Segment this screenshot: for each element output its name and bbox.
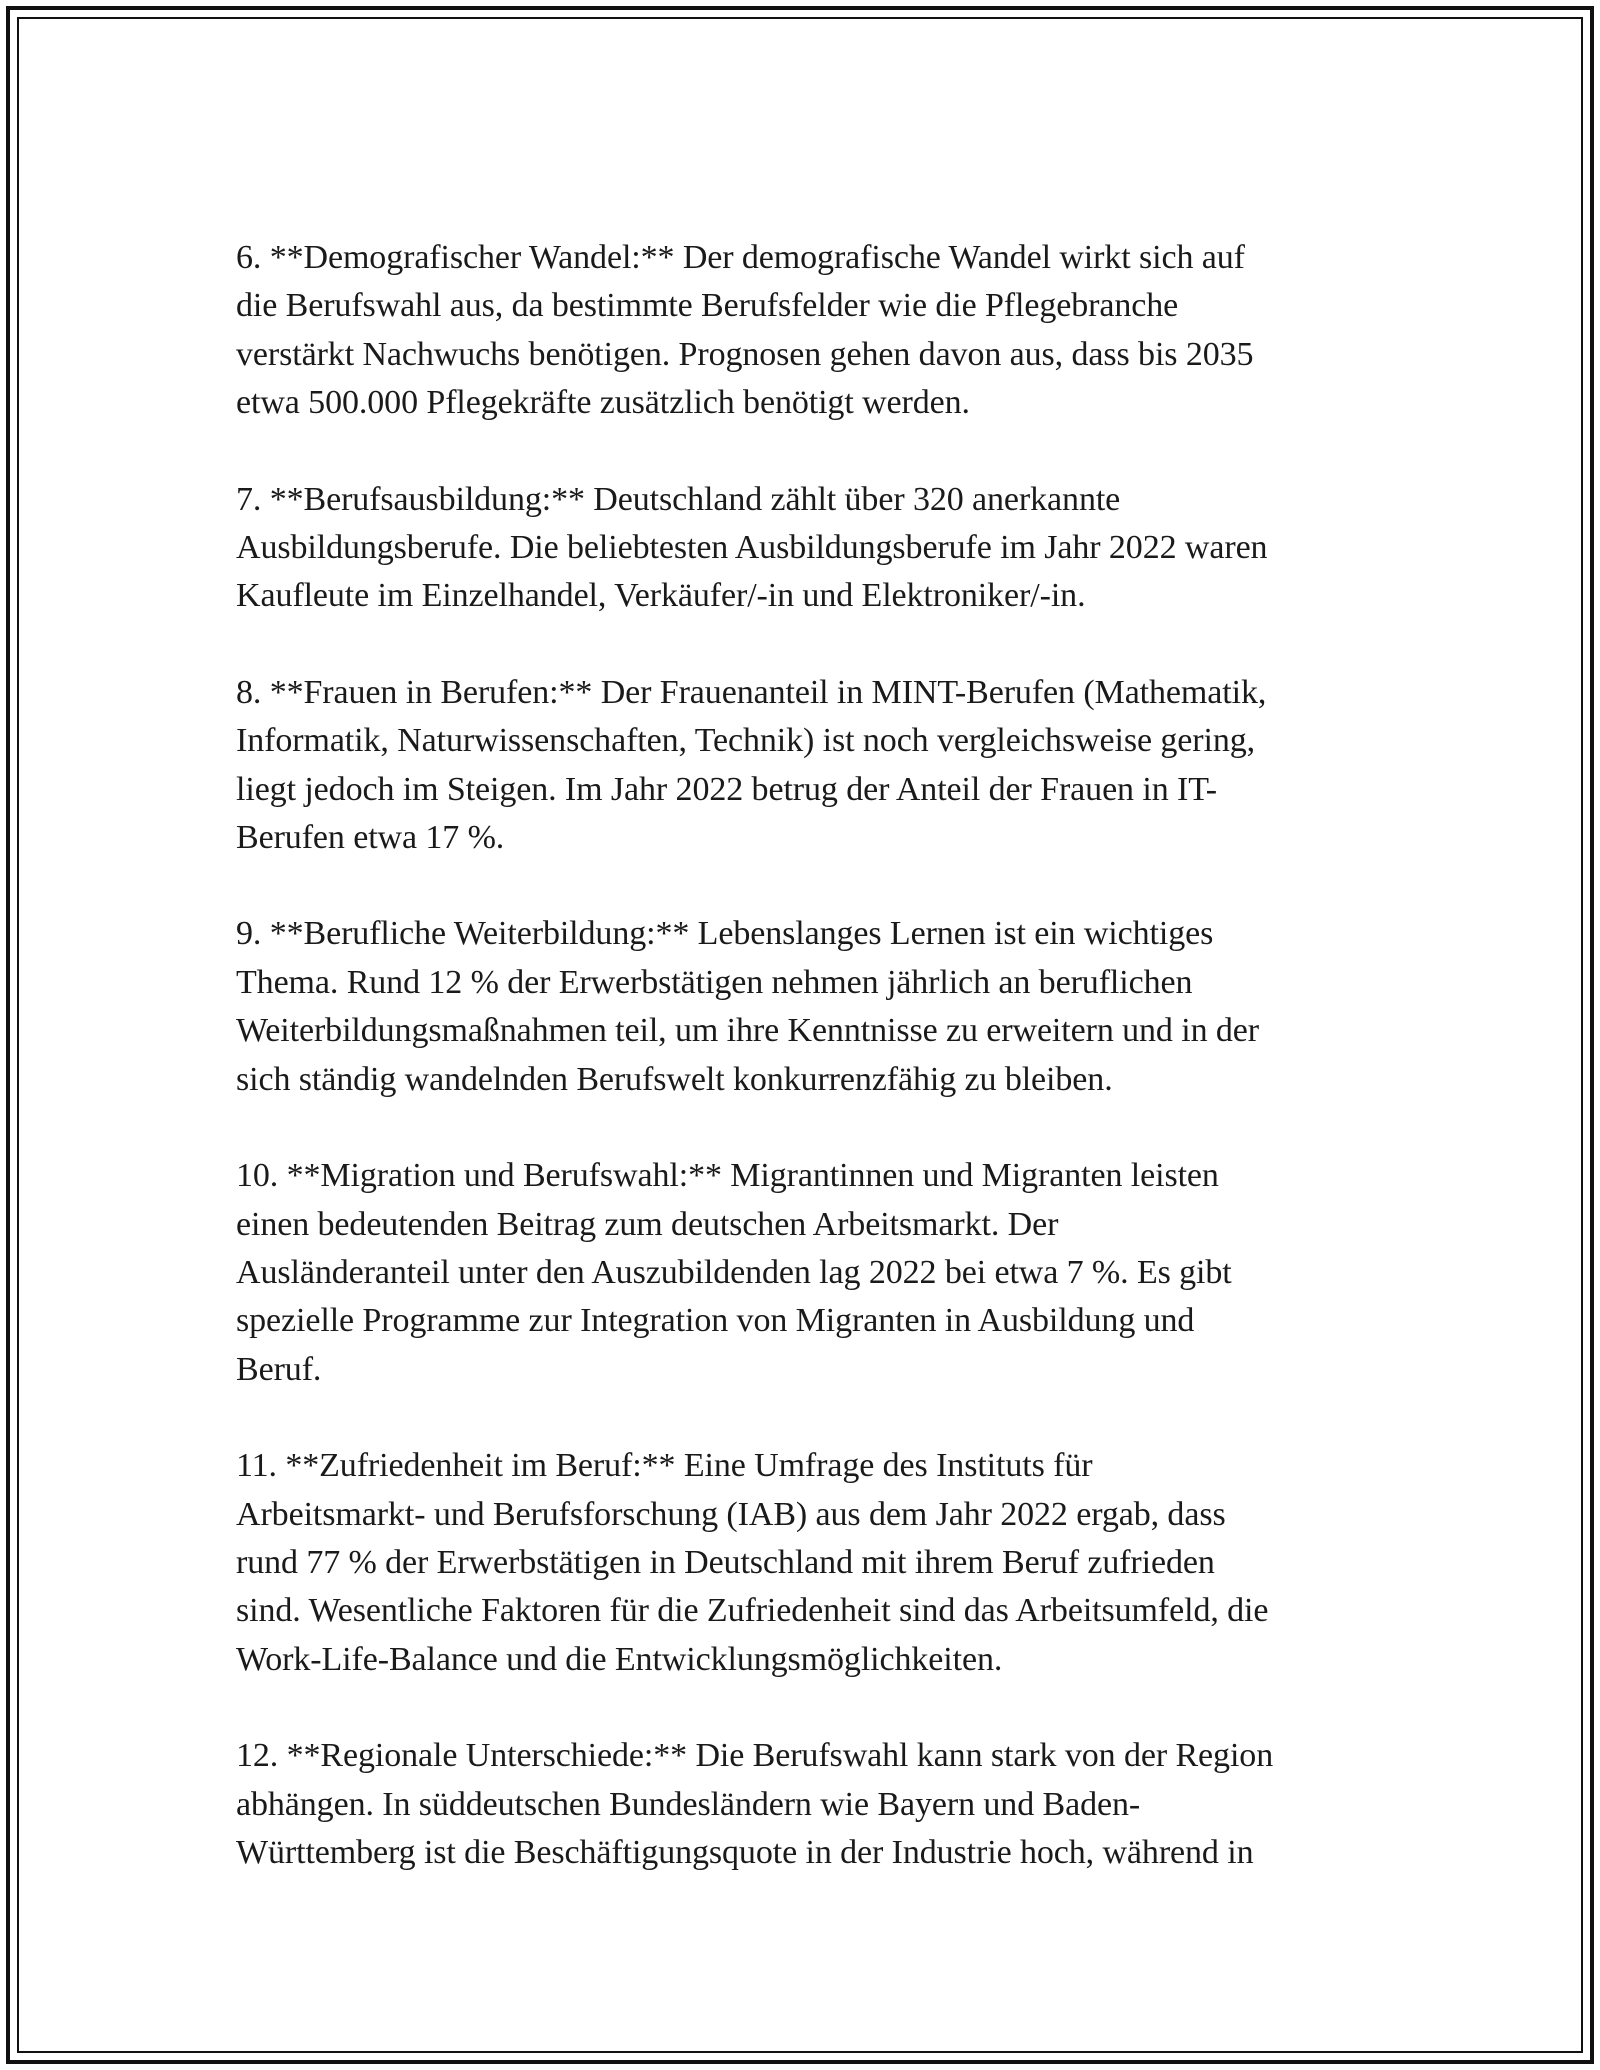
text-line: 12. **Regionale Unterschiede:** Die Berufswahl kann stark von der Region bbox=[236, 1737, 1274, 1775]
text-line: 11. **Zufriedenheit im Beruf:** Eine Umfrage des Instituts für bbox=[236, 1447, 1093, 1485]
text-line: einen bedeutenden Beitrag zum deutschen Arbeitsmarkt. Der bbox=[236, 1205, 1059, 1243]
paragraph-item bbox=[236, 1442, 1386, 1684]
text-line: Ausbildungsberufe. Die beliebtesten Ausbildungsberufe im Jahr 2022 waren bbox=[236, 529, 1268, 567]
paragraph-item bbox=[236, 669, 1386, 863]
paragraph-item bbox=[236, 910, 1386, 1104]
text-line: Ausländeranteil unter den Auszubildenden lag 2022 bei etwa 7 %. Es gibt bbox=[236, 1253, 1232, 1291]
paragraph-item bbox=[236, 1152, 1386, 1394]
text-line: Arbeitsmarkt- und Berufsforschung (IAB) aus dem Jahr 2022 ergab, dass bbox=[236, 1495, 1226, 1533]
text-line: etwa 500.000 Pflegekräfte zusätzlich benötigt werden. bbox=[236, 384, 970, 422]
text-line: die Berufswahl aus, da bestimmte Berufsfelder wie die Pflegebranche bbox=[236, 287, 1179, 325]
text-line: Thema. Rund 12 % der Erwerbstätigen nehmen jährlich an beruflichen bbox=[236, 963, 1193, 1001]
text-line: verstärkt Nachwuchs benötigen. Prognosen gehen davon aus, dass bis 2035 bbox=[236, 335, 1254, 373]
text-line: spezielle Programme zur Integration von Migranten in Ausbildung und bbox=[236, 1302, 1195, 1340]
paragraph-item bbox=[236, 234, 1386, 428]
text-line: Weiterbildungsmaßnahmen teil, um ihre Kenntnisse zu erweitern und in der bbox=[236, 1012, 1259, 1050]
text-line: liegt jedoch im Steigen. Im Jahr 2022 betrug der Anteil der Frauen in IT- bbox=[236, 770, 1217, 808]
text-line: 6. **Demografischer Wandel:** Der demografische Wandel wirkt sich auf bbox=[236, 239, 1245, 276]
paragraph-item bbox=[236, 1732, 1386, 1877]
text-line: Informatik, Naturwissenschaften, Technik) ist noch vergleichsweise gering, bbox=[236, 722, 1256, 760]
document-body bbox=[236, 234, 1386, 1925]
text-line: Württemberg ist die Beschäftigungsquote in der Industrie hoch, während in bbox=[236, 1833, 1254, 1871]
text-line: 8. **Frauen in Berufen:** Der Frauenanteil in MINT-Berufen (Mathematik, bbox=[236, 673, 1267, 711]
text-line: Berufen etwa 17 %. bbox=[236, 819, 505, 857]
text-line: Kaufleute im Einzelhandel, Verkäufer/-in und Elektroniker/-in. bbox=[236, 577, 1086, 615]
text-line: sind. Wesentliche Faktoren für die Zufriedenheit sind das Arbeitsumfeld, die bbox=[236, 1592, 1269, 1630]
text-line: Beruf. bbox=[236, 1350, 322, 1388]
text-line: abhängen. In süddeutschen Bundesländern wie Bayern und Baden- bbox=[236, 1785, 1141, 1823]
text-line: rund 77 % der Erwerbstätigen in Deutschland mit ihrem Beruf zufrieden bbox=[236, 1543, 1215, 1581]
text-line: 10. **Migration und Berufswahl:** Migrantinnen und Migranten leisten bbox=[236, 1157, 1219, 1195]
text-line: Work-Life-Balance und die Entwicklungsmöglichkeiten. bbox=[236, 1640, 1003, 1678]
text-line: sich ständig wandelnden Berufswelt konkurrenzfähig zu bleiben. bbox=[236, 1060, 1113, 1098]
paragraph-item bbox=[236, 476, 1386, 621]
text-line: 7. **Berufsausbildung:** Deutschland zählt über 320 anerkannte bbox=[236, 480, 1121, 518]
text-line: 9. **Berufliche Weiterbildung:** Lebenslanges Lernen ist ein wichtiges bbox=[236, 915, 1214, 953]
